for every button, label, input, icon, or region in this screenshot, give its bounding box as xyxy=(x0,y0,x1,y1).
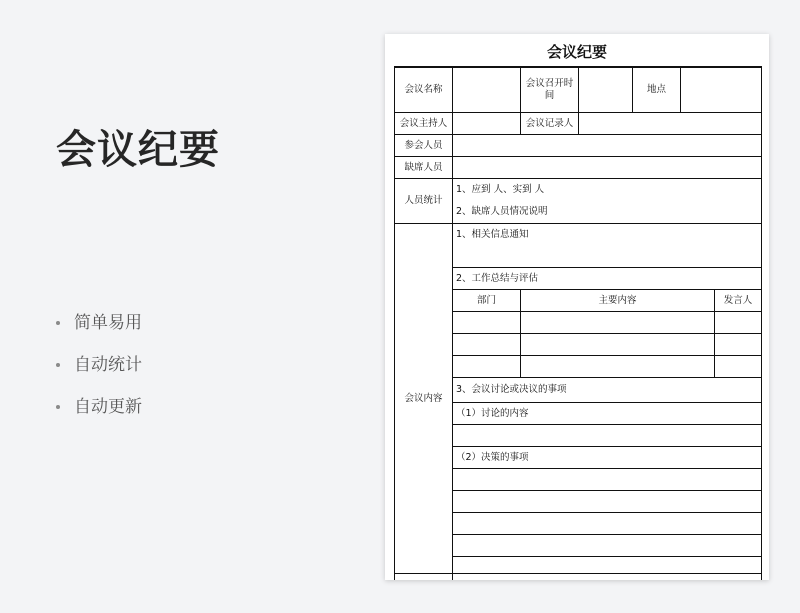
blank-line[interactable] xyxy=(453,469,762,491)
feature-label: 简单易用 xyxy=(74,313,142,333)
attendees-label: 参会人员 xyxy=(395,135,453,157)
stats-line-absence: 2、缺席人员情况说明 xyxy=(453,201,762,224)
absentees-label: 缺席人员 xyxy=(395,157,453,179)
speaker-cell[interactable] xyxy=(715,334,762,356)
blank-line[interactable] xyxy=(453,491,762,513)
document-title: 会议纪要 xyxy=(546,43,607,61)
stats-line-attendance: 1、应到 人、实到 人 xyxy=(453,179,762,202)
host-label: 会议主持人 xyxy=(395,113,453,135)
feature-item xyxy=(56,350,142,392)
speaker-header: 发言人 xyxy=(715,290,762,312)
blank-line[interactable] xyxy=(453,535,762,557)
location-field[interactable] xyxy=(681,67,762,113)
absentees-field[interactable] xyxy=(453,157,762,179)
page-heading: 会议纪要 xyxy=(56,127,220,173)
bullet-icon xyxy=(56,405,60,409)
form-row-info xyxy=(395,224,762,268)
blank-line[interactable] xyxy=(453,513,762,535)
meeting-name-label: 会议名称 xyxy=(395,67,453,113)
form-row-footer xyxy=(395,574,762,581)
feature-item xyxy=(56,392,142,434)
stats-label: 人员统计 xyxy=(395,179,453,224)
summary-heading: 2、工作总结与评估 xyxy=(453,268,762,290)
feature-label: 自动更新 xyxy=(74,397,142,417)
form-row-attendees xyxy=(395,135,762,157)
speaker-cell[interactable] xyxy=(715,312,762,334)
meeting-minutes-form xyxy=(394,66,762,580)
dept-header: 部门 xyxy=(453,290,521,312)
main-content-header: 主要内容 xyxy=(521,290,715,312)
location-label: 地点 xyxy=(633,67,681,113)
dept-cell[interactable] xyxy=(453,334,521,356)
decisions-label: （2）决策的事项 xyxy=(453,447,762,469)
host-field[interactable] xyxy=(453,113,521,135)
recorder-field[interactable] xyxy=(579,113,762,135)
feature-item xyxy=(56,308,142,350)
feature-list xyxy=(56,308,142,434)
footer-field[interactable] xyxy=(453,574,762,581)
recorder-label: 会议记录人 xyxy=(521,113,579,135)
bullet-icon xyxy=(56,321,60,325)
document-preview xyxy=(385,34,769,580)
discussion-content-label: （1）讨论的内容 xyxy=(453,403,762,425)
feature-label: 自动统计 xyxy=(74,355,142,375)
main-content-cell[interactable] xyxy=(521,356,715,378)
bullet-icon xyxy=(56,363,60,367)
blank-line[interactable] xyxy=(453,557,762,574)
meeting-time-label: 会议召开时间 xyxy=(521,67,579,113)
dept-cell[interactable] xyxy=(453,356,521,378)
discussion-heading: 3、会议讨论或决议的事项 xyxy=(453,378,762,403)
dept-cell[interactable] xyxy=(453,312,521,334)
form-row-host xyxy=(395,113,762,135)
speaker-cell[interactable] xyxy=(715,356,762,378)
main-content-cell[interactable] xyxy=(521,312,715,334)
attendees-field[interactable] xyxy=(453,135,762,157)
info-notice: 1、相关信息通知 xyxy=(453,224,762,268)
form-row-stats xyxy=(395,179,762,202)
content-label: 会议内容 xyxy=(395,224,453,574)
main-content-cell[interactable] xyxy=(521,334,715,356)
meeting-name-field[interactable] xyxy=(453,67,521,113)
footer-label-cell xyxy=(395,574,453,581)
blank-line[interactable] xyxy=(453,425,762,447)
meeting-time-field[interactable] xyxy=(579,67,633,113)
form-row-name xyxy=(395,67,762,113)
form-row-absentees xyxy=(395,157,762,179)
